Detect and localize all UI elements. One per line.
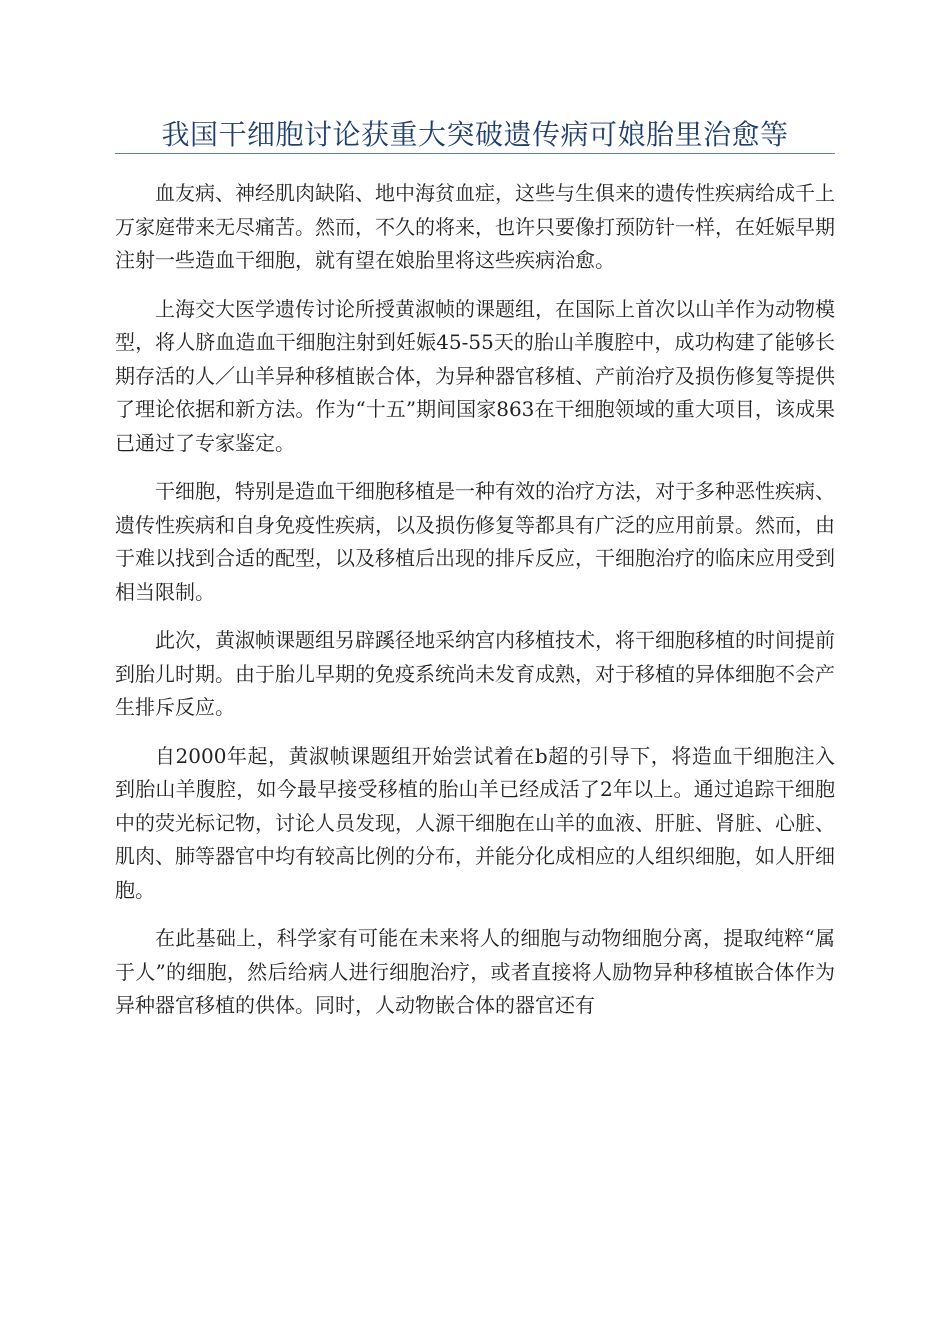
title-underline — [115, 153, 835, 154]
document-body — [115, 177, 835, 1038]
paragraph-4: 此次，黄淑帧课题组另辟蹊径地采纳宫内移植技术，将干细胞移植的时间提前到胎儿时期。由于胎儿早期的免疫系统尚未发育成熟，对于移植的异体细胞不会产生排斥反应。 — [115, 628, 835, 719]
paragraph-2: 上海交大医学遗传讨论所授黄淑帧的课题组，在国际上首次以山羊作为动物模型，将人脐血造血干细胞注射到妊娠45-55天的胎山羊腹腔中，成功构建了能够长期存活的人／山羊异种移植嵌合体，为异种器官移植、产前治疗及损伤修复等提供了理论依据和新方法。作为“十五”期间国家863在干细胞领域的重大项目，该成果已通过了专家鉴定。 — [115, 296, 835, 455]
paragraph-6: 在此基础上，科学家有可能在未来将人的细胞与动物细胞分离，提取纯粹“属于人”的细胞，然后给病人进行细胞治疗，或者直接将人励物异种移植嵌合体作为异种器官移植的供体。同时，人动物嵌合体的器官还有 — [115, 926, 835, 1017]
paragraph-1: 血友病、神经肌肉缺陷、地中海贫血症，这些与生俱来的遗传性疾病给成千上万家庭带来无尽痛苦。然而，不久的将来，也许只要像打预防针一样，在妊娠早期注射一些造血干细胞，就有望在娘胎里将这些疾病治愈。 — [115, 181, 835, 272]
paragraph-3: 干细胞，特别是造血干细胞移植是一种有效的治疗方法，对于多种恶性疾病、遗传性疾病和自身免疫性疾病，以及损伤修复等都具有广泛的应用前景。然而，由于难以找到合适的配型，以及移植后出现的排斥反应，干细胞治疗的临床应用受到相当限制。 — [115, 479, 835, 604]
document-title: 我国干细胞讨论获重大突破遗传病可娘胎里治愈等 — [161, 118, 789, 151]
paragraph-5: 自2000年起，黄淑帧课题组开始尝试着在b超的引导下，将造血干细胞注入到胎山羊腹腔，如今最早接受移植的胎山羊已经成活了2年以上。通过追踪干细胞中的荧光标记物，讨论人员发现，人源干细胞在山羊的血液、肝脏、肾脏、心脏、肌肉、肺等器官中均有较高比例的分布，并能分化成相应的人组织细胞，如人肝细胞。 — [115, 743, 835, 902]
